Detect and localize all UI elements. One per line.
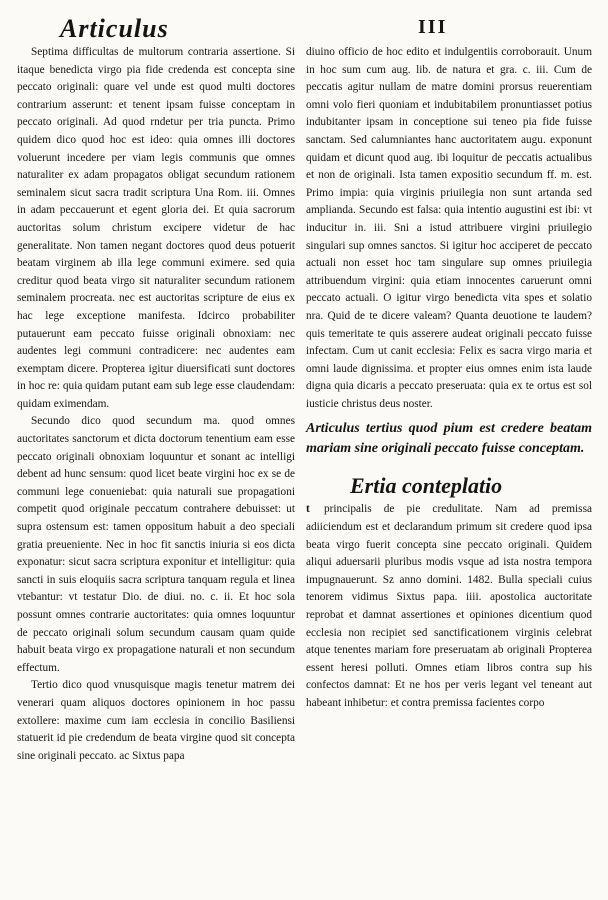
paragraph-principalis-text: principalis de pie credulitate. Nam ad premissa adiiciendum est et declarandum primum sit credere quod ipsa beata virgo fuerit concepta sine peccato originali. Quidem aliqui aduersarii pluribus modis vsque ad ista nostra tempora impugnauerunt. Sz anno domini. 1482. Bulla speciali cuius tenorem vidimus Sixtus papa. iiii. apostolica auctoritate reprobat et damnat assertiones et opiniones dicentium quod ecclesia non recipiet sed sanctificationem virginis celebrat atque tenentes mariam fore preseruatam ab originali Propterea essent heresi polluti. Omnes etiam libros contra sup his confectos damnat: Et ne hos per veris legant vel teneant aut habeant inhibetur: et contra premissa facientes corpo — [306, 503, 592, 709]
right-column — [306, 44, 592, 713]
article-heading: Articulus tertius quod pium est credere beatam mariam sine originali peccato fuisse conceptam. — [306, 421, 592, 457]
section-title: Ertia conteplatio — [350, 473, 503, 499]
paragraph-continuation: diuino officio de hoc edito et indulgentiis corroborauit. Unum in hoc sum cum aug. lib. de natura et gra. c. iii. Cum de peccatis agitur nullam de matre domini prorsus reuerentiam omni volo fieri quoniam et indubitabilem pronuntiasset potius indubitanter ipsam in conceptione sui teneo pia fide fuisse sanctam. Sed calumniantes hanc auctoritatem augu. exponunt quidam et dicunt quod aug. ibi loquitur de peccatis actualibus et non de originali. Ista tamen expositio secundum ff. m. est. Primo impia: quia virginis priuilegia non sunt artanda sed amplianda. Secundo est falsa: quia intentio augustini est ibi: vt inducitur in. iii. Sni a istud attribuere virgini priuilegio singulari sup omnes sanctos. Si igitur hoc acciperet de peccato actuali non esset hoc tam singulare sup omnes priuilegia attribuendum virgini: quia etiam innocentes caruerunt omni peccato actuali. O igitur virgo benedicta vita spes et solatio nra. Quid de te dicere valeam? Quanta deuotione te laudem? quis temeritate te quis asserere audeat originali peccato fuisse infectam. Cum ut canit ecclesia: Felix es sacra virgo maria et omni laude dignissima. et propter eius omnes enim ista laude digna quia dicaris a peccato preseruata: quia ex te ortus est sol iusticie christus deus noster. — [306, 46, 592, 410]
lead-initial: t — [306, 503, 310, 516]
left-column — [17, 44, 295, 765]
paragraph-septima: Septima difficultas de multorum contraria assertione. Si itaque benedicta virgo pia fide credenda est concepta sine peccato originali: quare vel unde est quod multi doctores contrarium asserunt: et tenent ipsam fuisse conceptam in peccato originali. Ad quod rndetur per tria puncta. Primo quidem dico quod hoc est ideo: quia omnes illi doctores voluerunt incedere per viam legis communis que omnes naturaliter ex adam propagatos obligat secundum rationem seminalem sicut sacra tradit scriptura Una Rom. iii. Omnes in adam peccauerunt et egent gloria dei. Et quia sacrorum auctoritas solum christum excipere videtur de hac generalitate. Non tamen negant doctores quod deus potuerit beatam virginem ab illa lege communi eximere. sed quia creditur quod beata virgo sit naturaliter secundum rationem seminalem procreata. nec est auctoritas scripture de eius ex hac lege exceptione manifesta. Idcirco probabiliter putauerunt eam peccato fuisse originali obnoxiam: nec audentes legi communi contradicere: nec audentes eam exemptam dicere. Propterea igitur diuersificati sunt doctores in hoc re: quia quidam putant eam sub lege esse claudendam: quidam eximendam. — [17, 46, 295, 410]
paragraph-tertio: Tertio dico quod vnusquisque magis tenetur matrem dei venerari quam aliquos doctores opinionem in hoc passu extollere: maxime cum iam ecclesia in concilio Basiliensi statuerit id pie credendum de beata virgine quod sit concepta sine originali peccato. ac Sixtus papa — [17, 679, 295, 762]
paragraph-secundo: Secundo dico quod secundum ma. quod omnes auctoritates sanctorum et dicta doctorum tenentium eam esse peccato originali obnoxiam loquuntur et sonant ac intelligi debent ad hunc sensum: quod licet beate virgini hoc ex se de communi lege conueniebat: quia naturali sue propagationi competit quod originale peccatum contrahere debuisset: ut supra ostensum est: tamen oppositum habuit a deo speciali gratia preueniente. Nec in hoc fit sanctis iniuria si eos dicta exponatur: sicut sacra scriptura exponitur et intelligitur: quia sancti in suis eloquiis sacra scriptura tanquam regula et linea vtebantur: vt testatur Dio. de diui. no. c. ii. Et hoc sola possunt omnes contrarie auctoritates: quia omnes loquuntur de peccato originali solum secundum causam quam quide habuit beata virgo ex propagatione naturali et non secundum effectum. — [17, 415, 295, 674]
paragraph-principalis — [306, 501, 592, 712]
running-head: Articulus — [60, 14, 169, 43]
folio-number: III — [418, 16, 448, 38]
